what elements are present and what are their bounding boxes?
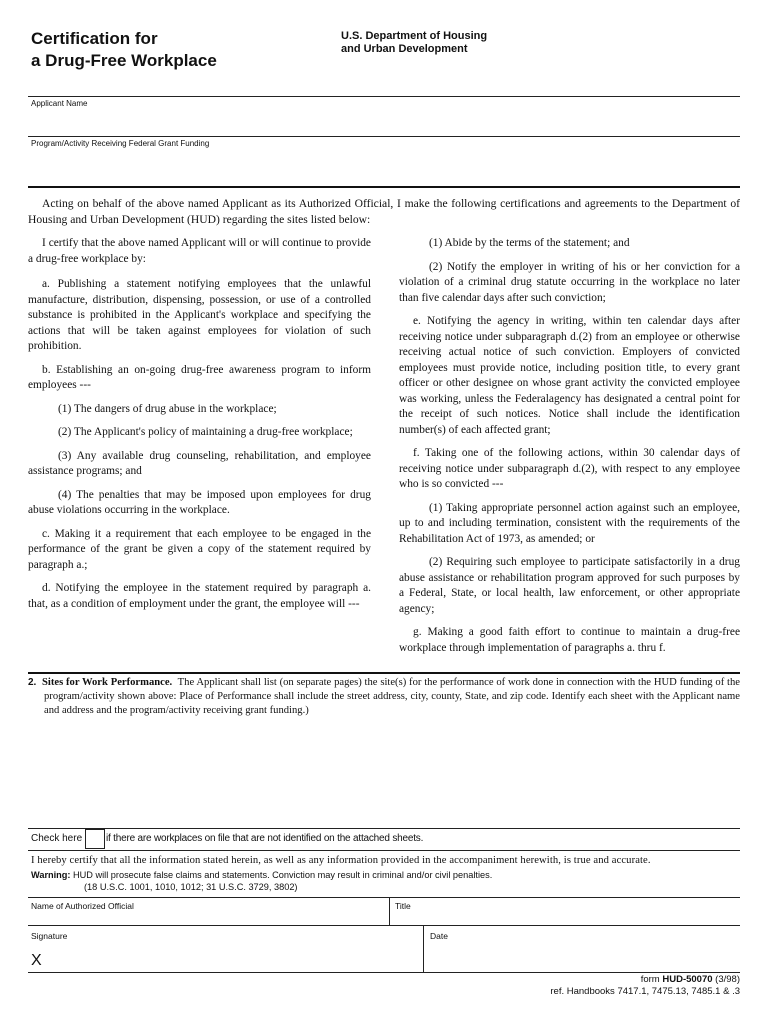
paragraph-e: e. Notifying the agency in writing, within ten calendar days after receiving notice under subparagraph d.(2) from an employee or otherwise receiving actual notice of such conviction. Employers of convicted employees must provide notice, including position title, to every grant officer or other designee on whose grant activity the convicted employee was working, unless the Federalagency has designated a central point for the receipt of such notices. Notice shall include the identification number(s) of each affected grant; xyxy=(399,315,740,436)
applicant-name-rule xyxy=(28,96,740,97)
paragraph-g: g. Making a good faith effort to continue to maintain a drug-free workplace through implementation of paragraphs a. thru f. xyxy=(399,626,740,654)
right-column xyxy=(399,236,740,656)
paragraph-f2: (2) Requiring such employee to participate satisfactorily in a drug abuse assistance or rehabilitation program approved for such purposes by a Federal, State, or local health, law enforcement, or other appropriate agency; xyxy=(399,556,740,615)
department-name xyxy=(341,30,487,56)
form-reference: ref. Handbooks 7417.1, 7475.13, 7485.1 & .3 xyxy=(550,986,740,997)
date-label: Date xyxy=(430,931,448,941)
applicant-name-field[interactable] xyxy=(28,110,740,134)
warning-citation: (18 U.S.C. 1001, 1010, 1012; 31 U.S.C. 3729, 3802) xyxy=(84,882,298,892)
program-activity-label: Program/Activity Receiving Federal Grant Funding xyxy=(31,139,210,148)
check-here-text: if there are workplaces on file that are not identified on the attached sheets. xyxy=(106,833,424,844)
official-rule xyxy=(28,897,740,898)
dept-line-2: and Urban Development xyxy=(341,43,468,55)
title-line-1: Certification for xyxy=(31,29,158,48)
paragraph-b3: (3) Any available drug counseling, rehabilitation, and employee assistance programs; and xyxy=(28,449,371,477)
paragraph-b: b. Establishing an on-going drug-free awareness program to inform employees --- xyxy=(28,363,371,391)
official-title-divider xyxy=(389,897,390,925)
official-name-field[interactable] xyxy=(28,911,388,925)
paragraph-f1: (1) Taking appropriate personnel action against such an employee, up to and including termination, consistent with the requirements of the Rehabilitation Act of 1973, as amended; or xyxy=(399,501,740,545)
intro-paragraph: Acting on behalf of the above named Applicant as its Authorized Official, I make the following certifications and agreements to the Department of Housing and Urban Development (HUD) regarding the sites listed below: xyxy=(28,197,740,226)
program-activity-field[interactable] xyxy=(28,150,740,182)
program-rule xyxy=(28,136,740,137)
left-column xyxy=(28,236,371,612)
signature-field[interactable] xyxy=(50,942,420,970)
paragraph-d1: (1) Abide by the terms of the statement; and xyxy=(429,237,630,249)
dept-line-1: U.S. Department of Housing xyxy=(341,30,488,42)
form-footer xyxy=(550,974,740,998)
sites-number: 2. xyxy=(28,677,37,688)
signature-x-mark: X xyxy=(31,952,42,969)
paragraph-b1: (1) The dangers of drug abuse in the workplace; xyxy=(58,402,277,415)
sites-work-area[interactable] xyxy=(28,722,740,822)
sites-section xyxy=(28,676,740,718)
paragraph-b2: (2) The Applicant's policy of maintaining a drug-free workplace; xyxy=(58,426,353,438)
section-2-rule xyxy=(28,672,740,674)
certify-paragraph: I certify that the above named Applicant will or will continue to provide a drug-free workplace by: xyxy=(28,237,371,265)
check-here-label: Check here xyxy=(31,833,83,844)
form-title xyxy=(31,28,217,72)
signature-label: Signature xyxy=(31,931,68,941)
form-id xyxy=(550,974,740,986)
form-prefix: form xyxy=(640,974,660,985)
paragraph-d: d. Notifying the employee in the statement required by paragraph a. that, as a condition of employment under the grant, the employee will --- xyxy=(28,582,371,610)
official-name-label: Name of Authorized Official xyxy=(31,901,134,911)
form-date: (3/98) xyxy=(715,974,740,985)
paragraph-d2: (2) Notify the employer in writing of his or her conviction for a violation of a criminal drug statute occurring in the workplace no later than five calendar days after such conviction; xyxy=(399,260,740,304)
section-1-rule xyxy=(28,186,740,188)
warning-block xyxy=(31,869,492,893)
workplaces-checkbox[interactable] xyxy=(85,829,105,849)
sites-text: The Applicant shall list (on separate pages) the site(s) for the performance of work done in connection with the HUD funding of the program/activity shown above: Place of Performance shall include the street address, city, county, State, and zip code. Identify each sheet with the Applicant name and address and the program/activity receiving grant funding.) xyxy=(44,677,740,716)
title-field[interactable] xyxy=(392,911,740,925)
check-bottom-rule xyxy=(28,850,740,851)
date-field[interactable] xyxy=(428,942,740,970)
title-label: Title xyxy=(395,901,411,911)
certify-statement: I hereby certify that all the information stated herein, as well as any information provided in the accompaniment herewith, is true and accurate. xyxy=(31,855,651,866)
paragraph-f: f. Taking one of the following actions, within 30 calendar days of receiving notice under subparagraph d.(2), with respect to any employee who is so convicted --- xyxy=(399,447,740,490)
form-number: HUD-50070 xyxy=(662,974,713,985)
paragraph-b4: (4) The penalties that may be imposed upon employees for drug abuse violations occurring in the workplace. xyxy=(28,488,371,516)
signature-bottom-rule xyxy=(28,972,740,973)
paragraph-a: a. Publishing a statement notifying employees that the unlawful manufacture, distribution, dispensing, possession, or use of a controlled substance is prohibited in the Applicant's workplace and specifying the actions that will be taken against employees for violation of such prohibition. xyxy=(28,278,371,352)
signature-rule xyxy=(28,925,740,926)
signature-date-divider xyxy=(423,925,424,972)
applicant-name-label: Applicant Name xyxy=(31,99,88,108)
sites-heading: Sites for Work Performance. xyxy=(42,677,173,688)
warning-label: Warning: xyxy=(31,870,71,880)
paragraph-c: c. Making it a requirement that each employee to be engaged in the performance of the grant be given a copy of the statement required by paragraph a.; xyxy=(28,527,371,571)
warning-text: HUD will prosecute false claims and statements. Conviction may result in criminal and/or civil penalties. xyxy=(73,870,493,880)
title-line-2: a Drug-Free Workplace xyxy=(31,51,217,70)
check-top-rule xyxy=(28,828,740,829)
